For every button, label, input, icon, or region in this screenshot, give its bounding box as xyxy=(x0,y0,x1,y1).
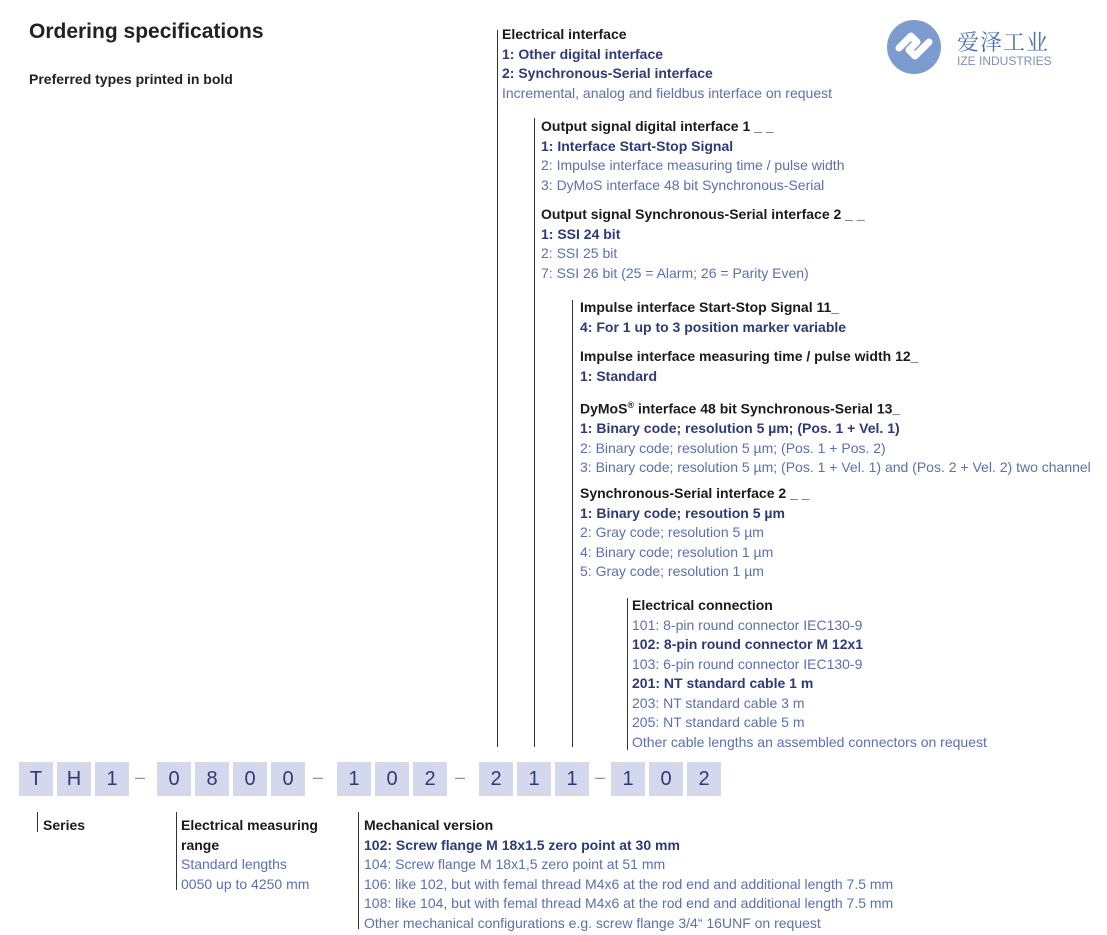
logo-text-en: IZE INDUSTRIES xyxy=(957,54,1052,68)
impulse-startstop-block xyxy=(580,298,846,337)
connector-line-electrical xyxy=(497,30,498,747)
ssi-interface-option: 1: Binary code; resoution 5 µm xyxy=(580,504,785,521)
code-dash: – xyxy=(594,767,605,787)
impulse-pulse-block xyxy=(580,347,918,386)
output-digital-option: 3: DyMoS interface 48 bit Synchronous-Serial xyxy=(541,176,825,193)
code-dash: – xyxy=(312,767,323,787)
connector-line-output xyxy=(534,118,535,747)
measuring-range-line: Standard lengths xyxy=(181,856,287,872)
code-cell: 2 xyxy=(479,762,513,796)
electrical-connection-option: 203: NT standard cable 3 m xyxy=(632,694,805,711)
code-cell: 0 xyxy=(271,762,305,796)
electrical-connection-block xyxy=(632,596,987,752)
ssi-interface-option: 4: Binary code; resolution 1 µm xyxy=(580,543,774,560)
code-cell: 0 xyxy=(375,762,409,796)
dymos-block xyxy=(580,396,1091,478)
code-cell: 2 xyxy=(413,762,447,796)
mechanical-heading: Mechanical version xyxy=(364,817,494,833)
electrical-interface-option: 2: Synchronous-Serial interface xyxy=(502,65,713,81)
output-ssi-block xyxy=(541,205,865,283)
logo-text-cn: 爱泽工业 xyxy=(957,31,1050,56)
logo-emblem-icon xyxy=(887,20,941,74)
code-cell: 1 xyxy=(95,762,129,796)
code-cell: 1 xyxy=(555,762,589,796)
output-digital-option: 1: Interface Start-Stop Signal xyxy=(541,137,734,154)
mechanical-note: Other mechanical configurations e.g. screw flange 3/4“ 16UNF on request xyxy=(364,914,821,931)
dymos-option: 2: Binary code; resolution 5 µm; (Pos. 1 + Pos. 2) xyxy=(580,439,886,456)
connector-line-mechanical xyxy=(358,812,359,929)
output-digital-option: 2: Impulse interface measuring time / pulse width xyxy=(541,157,845,173)
page-title: Ordering specifications xyxy=(29,20,264,43)
series-block xyxy=(43,816,85,836)
mechanical-option: 104: Screw flange M 18x1,5 zero point at 51 mm xyxy=(364,856,666,872)
code-cell: 0 xyxy=(649,762,683,796)
code-dash: – xyxy=(134,767,145,787)
output-ssi-option: 1: SSI 24 bit xyxy=(541,225,621,242)
electrical-connection-option: 101: 8-pin round connector IEC130-9 xyxy=(632,616,863,633)
code-cell: 0 xyxy=(157,762,191,796)
electrical-connection-option: 205: NT standard cable 5 m xyxy=(632,714,805,730)
connector-line-impulse xyxy=(572,300,573,747)
electrical-interface-heading: Electrical interface xyxy=(502,26,627,42)
output-ssi-option: 2: SSI 25 bit xyxy=(541,245,618,261)
code-dash: – xyxy=(454,767,465,787)
code-cell: 0 xyxy=(233,762,267,796)
dymos-heading: DyMoS® interface 48 bit Synchronous-Serial 13_ xyxy=(580,400,901,417)
code-cell: 1 xyxy=(337,762,371,796)
page-subtitle: Preferred types printed in bold xyxy=(29,71,233,87)
impulse-startstop-option: 4: For 1 up to 3 position marker variable xyxy=(580,318,847,335)
ssi-interface-option: 2: Gray code; resolution 5 µm xyxy=(580,524,764,540)
output-digital-block xyxy=(541,117,844,195)
output-ssi-option: 7: SSI 26 bit (25 = Alarm; 26 = Parity Even) xyxy=(541,264,809,281)
electrical-connection-option: 201: NT standard cable 1 m xyxy=(632,675,814,691)
ssi-interface-block xyxy=(580,484,810,582)
electrical-interface-option: 1: Other digital interface xyxy=(502,45,664,62)
code-cell: 2 xyxy=(687,762,721,796)
electrical-connection-note: Other cable lengths an assembled connectors on request xyxy=(632,733,987,750)
electrical-connection-option: 102: 8-pin round connector M 12x1 xyxy=(632,636,864,652)
electrical-interface-block xyxy=(502,25,832,103)
impulse-pulse-heading: Impulse interface measuring time / pulse width 12_ xyxy=(580,348,919,364)
code-cell: 8 xyxy=(195,762,229,796)
mechanical-block xyxy=(364,816,893,933)
electrical-interface-note: Incremental, analog and fieldbus interface on request xyxy=(502,84,832,101)
ssi-interface-heading: Synchronous-Serial interface 2 _ _ xyxy=(580,485,810,501)
mechanical-option: 108: like 104, but with femal thread M4x6 at the rod end and additional length 7.5 mm xyxy=(364,895,894,911)
impulse-pulse-option: 1: Standard xyxy=(580,367,658,384)
electrical-connection-heading: Electrical connection xyxy=(632,597,773,613)
code-cell: H xyxy=(57,762,91,796)
measuring-range-block xyxy=(181,816,318,894)
connector-line-range xyxy=(176,812,177,890)
connector-line-connection xyxy=(627,598,628,750)
connector-line-series xyxy=(37,812,38,832)
dymos-option: 3: Binary code; resolution 5 µm; (Pos. 1 + Vel. 1) and (Pos. 2 + Vel. 2) two channel xyxy=(580,459,1091,476)
output-digital-heading: Output signal digital interface 1 _ _ xyxy=(541,118,774,134)
company-logo xyxy=(887,20,1057,78)
measuring-range-line: 0050 up to 4250 mm xyxy=(181,875,310,892)
series-heading: Series xyxy=(43,817,86,833)
dymos-option: 1: Binary code; resolution 5 µm; (Pos. 1 + Vel. 1) xyxy=(580,420,900,437)
mechanical-option: 102: Screw flange M 18x1.5 zero point at 30 mm xyxy=(364,836,680,853)
output-ssi-heading: Output signal Synchronous-Serial interface 2 _ _ xyxy=(541,206,865,222)
code-cell: T xyxy=(19,762,53,796)
code-cell: 1 xyxy=(517,762,551,796)
measuring-range-heading: range xyxy=(181,836,220,853)
code-cell: 1 xyxy=(611,762,645,796)
impulse-startstop-heading: Impulse interface Start-Stop Signal 11_ xyxy=(580,299,840,315)
ssi-interface-option: 5: Gray code; resolution 1 µm xyxy=(580,563,764,579)
electrical-connection-option: 103: 6-pin round connector IEC130-9 xyxy=(632,655,863,672)
mechanical-option: 106: like 102, but with femal thread M4x6 at the rod end and additional length 7.5 mm xyxy=(364,875,894,892)
measuring-range-heading: Electrical measuring xyxy=(181,817,318,833)
